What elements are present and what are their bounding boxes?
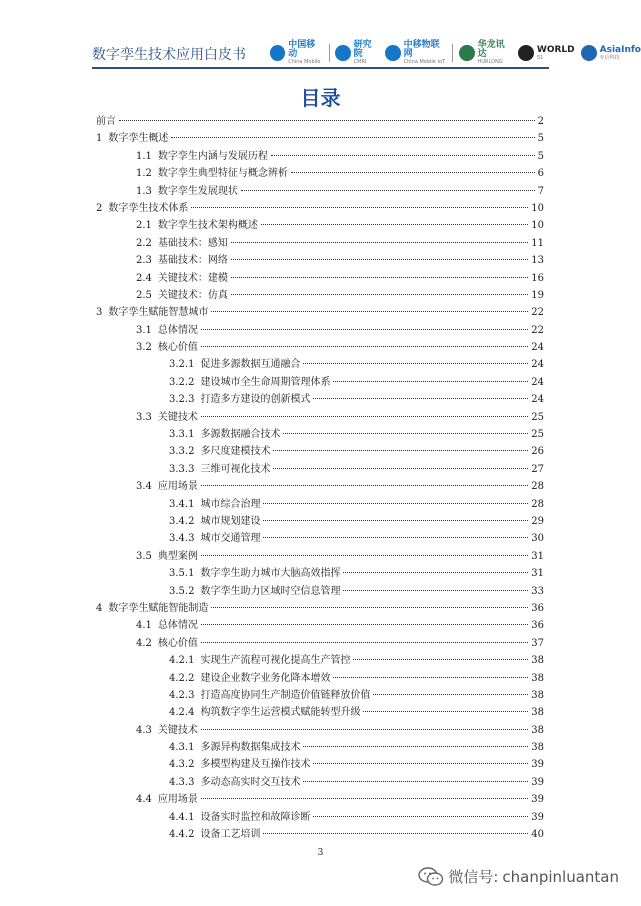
toc-entry-label: 应用场景: [157, 794, 198, 806]
toc-entry-page: 36: [531, 620, 544, 632]
wechat-watermark: [418, 866, 619, 887]
logo-main-text: 研究院: [353, 40, 372, 59]
toc-entry[interactable]: [96, 234, 544, 251]
toc-entry-label: 城市交通管理: [200, 533, 261, 545]
logo-main-text: 华龙讯达: [477, 40, 505, 59]
toc-entry-page: 16: [531, 272, 544, 284]
toc-entry-number: 3.4.1: [169, 498, 195, 510]
toc-entry-number: 4.4.2: [169, 829, 195, 841]
toc-entry-label: 数字孪生赋能智能制造: [108, 602, 209, 614]
toc-entry-page: 38: [531, 707, 544, 719]
toc-entry[interactable]: [96, 721, 544, 738]
toc-entry-label: 数字孪生概述: [108, 133, 169, 145]
toc-entry-page: 22: [531, 324, 544, 336]
toc-entry-number: 3.2.3: [169, 394, 195, 406]
toc-entry[interactable]: [96, 251, 544, 268]
toc-entry-label: 关键技术：建模: [157, 272, 228, 284]
toc-entry-label: 应用场景: [157, 481, 198, 493]
toc-entry-number: 1.3: [136, 185, 152, 197]
toc-entry-number: 3.3: [136, 411, 152, 423]
toc-entry-number: 4: [96, 602, 103, 614]
toc-dot-leader: [273, 450, 528, 451]
hurlong-logo-icon: [459, 45, 474, 61]
toc-dot-leader: [271, 155, 535, 156]
toc-entry[interactable]: [96, 321, 544, 338]
toc-entry[interactable]: [96, 495, 544, 512]
toc-entry-label: 总体情况: [157, 324, 198, 336]
watermark-account: chanpinluantan: [502, 867, 619, 886]
toc-entry-label: 数字孪生内涵与发展历程: [157, 150, 268, 162]
toc-entry-number: 1: [96, 133, 103, 145]
toc-entry-number: 2.3: [136, 255, 152, 267]
toc-entry[interactable]: [96, 164, 544, 181]
toc-entry-number: 4.3.3: [169, 776, 195, 788]
toc-entry-label: 打造多方建设的创新模式: [200, 394, 311, 406]
toc-dot-leader: [363, 711, 528, 712]
toc-dot-leader: [201, 798, 528, 799]
toc-entry-page: 40: [531, 829, 544, 841]
toc-entry-label: 城市规划建设: [200, 515, 261, 527]
toc-entry-page: 26: [531, 446, 544, 458]
toc-entry-label: 数字孪生发展现状: [157, 185, 238, 197]
toc-entry[interactable]: [96, 634, 544, 651]
toc-dot-leader: [231, 242, 528, 243]
toc-entry-number: 3.3.1: [169, 429, 195, 441]
toc-entry[interactable]: [96, 582, 544, 599]
toc-dot-leader: [333, 381, 528, 382]
partner-logos: [270, 40, 641, 66]
logo-asiainfo: [581, 45, 641, 61]
toc-entry[interactable]: [96, 216, 544, 233]
toc-dot-leader: [231, 294, 528, 295]
toc-entry-label: 实现生产流程可视化提高生产管控: [200, 655, 351, 667]
toc-dot-leader: [241, 190, 535, 191]
toc-entry-page: 10: [531, 220, 544, 232]
toc-entry-label: 典型案例: [157, 550, 198, 562]
page-number: 3: [317, 848, 324, 858]
toc-entry-label: 数字孪生技术架构概述: [157, 220, 258, 232]
toc-entry[interactable]: [96, 564, 544, 581]
toc-entry-number: 3.2.1: [169, 359, 195, 371]
toc-entry-page: 33: [531, 585, 544, 597]
logo-main-text: WORLD: [536, 44, 575, 55]
logo-sub-text: HURLONG: [477, 59, 503, 65]
toc-entry-page: 2: [537, 116, 544, 127]
toc-entry-label: 总体情况: [157, 620, 198, 632]
toc-entry[interactable]: [96, 408, 544, 425]
cmiot-logo-icon: [385, 45, 400, 61]
logo-sub-text: China Mobile: [288, 59, 321, 65]
toc-entry[interactable]: [96, 790, 544, 807]
toc-entry-page: 38: [531, 689, 544, 701]
toc-dot-leader: [119, 120, 535, 121]
toc-entry-page: 13: [531, 255, 544, 267]
toc-entry-number: 3.3.3: [169, 463, 195, 475]
asiainfo-logo-icon: [581, 45, 597, 61]
toc-dot-leader: [261, 224, 528, 225]
toc-entry-page: 39: [531, 794, 544, 806]
toc-entry-page: 7: [537, 185, 544, 197]
toc-entry-page: 38: [531, 672, 544, 684]
toc-entry[interactable]: [96, 477, 544, 494]
china-mobile-logo-icon: [270, 45, 285, 61]
toc-dot-leader: [201, 642, 528, 643]
document-title: 数字孪生技术应用白皮书: [92, 47, 246, 63]
toc-entry-label: 建设城市全生命周期管理体系: [200, 376, 331, 388]
toc-dot-leader: [273, 468, 528, 469]
toc-entry-number: 2.4: [136, 272, 152, 284]
toc-entry[interactable]: [96, 269, 544, 286]
toc-entry-page: 28: [531, 498, 544, 510]
toc-entry[interactable]: [96, 755, 544, 772]
toc-dot-leader: [263, 537, 528, 538]
toc-entry[interactable]: [96, 147, 544, 164]
logo-main-text: 中国移动: [288, 40, 316, 59]
logo-sub-text: China Mobile IoT: [403, 59, 446, 65]
toc-entry-page: 36: [531, 602, 544, 614]
toc-entry-page: 22: [531, 307, 544, 319]
toc-entry[interactable]: [96, 373, 544, 390]
toc-entry[interactable]: [96, 686, 544, 703]
toc-entry[interactable]: [96, 529, 544, 546]
toc-entry-number: 4.3.1: [169, 742, 195, 754]
toc-entry-number: 3.2.2: [169, 376, 195, 388]
toc-entry-number: 4.3: [136, 724, 152, 736]
toc-entry[interactable]: [96, 651, 544, 668]
toc-entry-number: 4.4: [136, 794, 152, 806]
toc-dot-leader: [283, 433, 528, 434]
toc-entry[interactable]: [96, 442, 544, 459]
toc-entry-label: 数字孪生赋能智慧城市: [108, 307, 209, 319]
logo-sub-text: 51: [536, 54, 544, 61]
toc-entry-label: 数字孪生技术体系: [108, 202, 189, 214]
toc-entry-page: 5: [537, 150, 544, 162]
toc-entry-label: 设备工艺培训: [200, 829, 261, 841]
toc-entry-page: 25: [531, 429, 544, 441]
table-of-contents: [96, 112, 544, 842]
logo-china-mobile: [270, 41, 323, 65]
toc-dot-leader: [313, 763, 528, 764]
toc-dot-leader: [303, 363, 528, 364]
toc-entry-number: 4.2: [136, 637, 152, 649]
toc-entry[interactable]: [96, 355, 544, 372]
logo-sub-text: CMRI: [353, 59, 367, 65]
51world-logo-icon: [518, 45, 534, 61]
toc-entry-label: 核心价值: [157, 637, 198, 649]
toc-entry-number: 2: [96, 202, 103, 214]
toc-entry-number: 3.5: [136, 550, 152, 562]
toc-entry-page: 39: [531, 811, 544, 823]
toc-entry[interactable]: [96, 616, 544, 633]
toc-entry-label: 数字孪生典型特征与概念辨析: [157, 168, 288, 180]
toc-entry[interactable]: [96, 460, 544, 477]
toc-entry-number: 3.3.2: [169, 446, 195, 458]
toc-entry[interactable]: [96, 599, 544, 616]
toc-entry-page: 24: [531, 342, 544, 354]
toc-dot-leader: [201, 485, 528, 486]
toc-entry[interactable]: [96, 112, 544, 129]
toc-entry-label: 基础技术：感知: [157, 237, 228, 249]
toc-entry-page: 38: [531, 655, 544, 667]
toc-entry[interactable]: [96, 129, 544, 146]
toc-heading: 目录: [300, 86, 341, 110]
toc-entry-page: 5: [537, 133, 544, 145]
watermark-prefix: 微信号:: [448, 868, 499, 886]
toc-entry[interactable]: [96, 338, 544, 355]
toc-entry-number: 4.2.4: [169, 707, 195, 719]
toc-entry-number: 2.5: [136, 289, 152, 301]
toc-entry-label: 构筑数字孪生运营模式赋能转型升级: [200, 707, 361, 719]
toc-entry[interactable]: [96, 390, 544, 407]
toc-entry-label: 基础技术：网络: [157, 255, 228, 267]
toc-dot-leader: [343, 572, 528, 573]
toc-dot-leader: [353, 659, 528, 660]
toc-dot-leader: [263, 833, 528, 834]
toc-entry-page: 31: [531, 568, 544, 580]
toc-entry-number: 4.2.2: [169, 672, 195, 684]
logo-sub-text: 亚信科技: [599, 54, 620, 61]
toc-entry-label: 数字孪生助力区域时空信息管理: [200, 585, 341, 597]
toc-entry-number: 3.4.2: [169, 515, 195, 527]
toc-entry-page: 24: [531, 376, 544, 388]
toc-dot-leader: [263, 520, 528, 521]
toc-entry-page: 38: [531, 724, 544, 736]
toc-entry[interactable]: [96, 512, 544, 529]
toc-entry-page: 10: [531, 202, 544, 214]
cmri-logo-icon: [335, 45, 350, 61]
toc-dot-leader: [231, 277, 528, 278]
toc-entry-page: 29: [531, 515, 544, 527]
wechat-icon: [418, 867, 444, 887]
toc-entry-number: 4.1: [136, 620, 152, 632]
toc-entry-label: 多模型构建及互操作技术: [200, 759, 311, 771]
toc-entry-number: 3.4.3: [169, 533, 195, 545]
toc-entry-number: 3.5.1: [169, 568, 195, 580]
toc-entry-page: 31: [531, 550, 544, 562]
toc-dot-leader: [191, 207, 528, 208]
toc-dot-leader: [291, 172, 535, 173]
toc-entry-label: 建设企业数字业务化降本增效: [200, 672, 331, 684]
toc-entry-number: 2.1: [136, 220, 152, 232]
toc-entry-page: 28: [531, 481, 544, 493]
header-rule: [92, 67, 549, 69]
toc-entry-number: 3.4: [136, 481, 152, 493]
toc-entry-label: 关键技术: [157, 724, 198, 736]
toc-entry-page: 30: [531, 533, 544, 545]
toc-entry-label: 多动态高实时交互技术: [200, 776, 301, 788]
toc-entry-number: 4.4.1: [169, 811, 195, 823]
logo-cmri: [335, 41, 379, 65]
logo-main-text: 中移物联网: [403, 40, 440, 59]
toc-dot-leader: [171, 137, 534, 138]
toc-dot-leader: [333, 677, 528, 678]
toc-entry-page: 37: [531, 637, 544, 649]
toc-dot-leader: [303, 746, 528, 747]
toc-entry-number: 1.1: [136, 150, 152, 162]
toc-entry-label: 三维可视化技术: [200, 463, 271, 475]
toc-dot-leader: [313, 398, 528, 399]
toc-entry[interactable]: [96, 547, 544, 564]
toc-entry[interactable]: [96, 738, 544, 755]
toc-dot-leader: [211, 607, 528, 608]
toc-entry-label: 城市综合治理: [200, 498, 261, 510]
toc-entry-number: 4.2.1: [169, 655, 195, 667]
toc-entry-page: 39: [531, 759, 544, 771]
toc-dot-leader: [263, 503, 528, 504]
toc-entry-label: 关键技术：仿真: [157, 289, 228, 301]
logo-hurlong: [459, 41, 512, 65]
logo-main-text: AsiaInfo: [599, 44, 641, 55]
toc-entry-number: 1.2: [136, 168, 152, 180]
toc-entry-number: 3.2: [136, 342, 152, 354]
toc-dot-leader: [231, 259, 528, 260]
toc-entry-page: 19: [531, 289, 544, 301]
toc-dot-leader: [343, 590, 528, 591]
toc-entry-label: 促进多源数据互通融合: [200, 359, 301, 371]
logo-separator: [329, 44, 330, 62]
toc-dot-leader: [201, 729, 528, 730]
toc-entry-page: 25: [531, 411, 544, 423]
toc-entry-page: 24: [531, 394, 544, 406]
toc-dot-leader: [201, 416, 528, 417]
toc-dot-leader: [201, 329, 528, 330]
toc-entry-page: 6: [537, 168, 544, 180]
toc-entry-number: 2.2: [136, 237, 152, 249]
toc-dot-leader: [201, 624, 528, 625]
toc-entry-page: 27: [531, 463, 544, 475]
toc-entry[interactable]: [96, 199, 544, 216]
toc-entry-label: 多源数据融合技术: [200, 429, 281, 441]
toc-entry-label: 设备实时监控和故障诊断: [200, 811, 311, 823]
toc-dot-leader: [201, 555, 528, 556]
toc-entry[interactable]: [96, 703, 544, 720]
toc-entry-number: 4.2.3: [169, 689, 195, 701]
toc-entry-number: 3: [96, 307, 103, 319]
toc-entry-number: 3.5.2: [169, 585, 195, 597]
toc-dot-leader: [313, 816, 528, 817]
toc-dot-leader: [373, 694, 528, 695]
toc-entry-label: 核心价值: [157, 342, 198, 354]
toc-entry[interactable]: [96, 182, 544, 199]
toc-entry-page: 11: [531, 237, 544, 249]
toc-entry[interactable]: [96, 808, 544, 825]
logo-51world: [518, 45, 575, 61]
toc-entry-label: 关键技术: [157, 411, 198, 423]
toc-entry[interactable]: [96, 669, 544, 686]
toc-entry[interactable]: [96, 773, 544, 790]
logo-separator: [452, 44, 453, 62]
toc-entry-label: 数字孪生助力城市大脑高效指挥: [200, 568, 341, 580]
page-header: [0, 0, 641, 70]
toc-dot-leader: [303, 781, 528, 782]
toc-entry[interactable]: [96, 303, 544, 320]
toc-entry-number: 3.1: [136, 324, 152, 336]
toc-entry-page: 24: [531, 359, 544, 371]
toc-dot-leader: [211, 311, 528, 312]
toc-entry-page: 38: [531, 742, 544, 754]
toc-entry[interactable]: [96, 425, 544, 442]
toc-entry-label: 多尺度建模技术: [200, 446, 271, 458]
toc-entry[interactable]: [96, 286, 544, 303]
toc-entry-label: 打造高度协同生产制造价值链释放价值: [200, 689, 371, 701]
toc-entry-label: 多源异构数据集成技术: [200, 742, 301, 754]
logo-cmiot: [385, 41, 446, 65]
toc-entry-page: 39: [531, 776, 544, 788]
toc-entry[interactable]: [96, 825, 544, 842]
toc-dot-leader: [201, 346, 528, 347]
toc-entry-number: 4.3.2: [169, 759, 195, 771]
toc-entry-label: 前言: [96, 116, 116, 127]
